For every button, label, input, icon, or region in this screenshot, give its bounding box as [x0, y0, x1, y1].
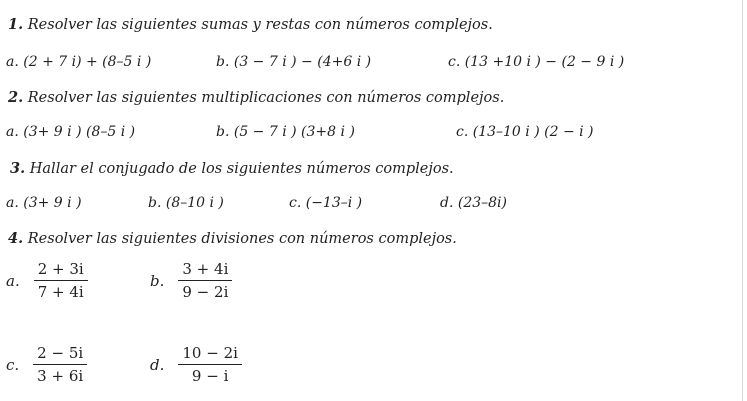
division-b-fraction	[178, 258, 232, 303]
section-2-item-c: c. (13–10 i ) (2 − i )	[456, 124, 594, 140]
section-2-number: 2	[8, 89, 19, 106]
section-3-item-c: c. (−13–i )	[289, 195, 363, 211]
division-c-fraction	[33, 342, 87, 387]
division-b-denominator: 9 − 2i	[182, 283, 229, 301]
section-1-item-a: a. (2 + 7 i) + (8–5 i )	[6, 54, 152, 70]
section-2-item-b: b. (5 − 7 i ) (3+8 i )	[216, 124, 355, 140]
section-3-heading: 3. Hallar el conjugado de los siguientes números complejos.	[10, 160, 454, 177]
section-3-number: 3	[10, 160, 21, 177]
section-4-heading: 4. Resolver las siguientes divisiones con números complejos.	[8, 230, 457, 247]
division-d-fraction	[178, 342, 242, 387]
section-4-number: 4	[8, 230, 19, 247]
division-b-numerator: 3 + 4i	[182, 260, 229, 278]
page-edge	[742, 0, 743, 401]
section-2-heading: 2. Resolver las siguientes multiplicaciones con números complejos.	[8, 89, 505, 106]
section-3-title: Hallar el conjugado de los siguientes números complejos.	[29, 161, 454, 177]
division-a-label: a.	[6, 271, 20, 290]
section-1-item-c: c. (13 +10 i ) − (2 − 9 i )	[448, 54, 625, 70]
section-1-number: 1	[8, 16, 19, 33]
division-a	[6, 258, 88, 303]
section-1-heading: 1. Resolver las siguientes sumas y restas con números complejos.	[8, 16, 493, 33]
division-d-label: d.	[150, 355, 165, 374]
section-4-title: Resolver las siguientes divisiones con números complejos.	[27, 231, 457, 247]
division-c-denominator: 3 + 6i	[37, 367, 84, 385]
division-a-numerator: 2 + 3i	[37, 260, 84, 278]
division-a-denominator: 7 + 4i	[37, 283, 84, 301]
division-b	[150, 258, 232, 303]
section-3-item-b: b. (8–10 i )	[148, 195, 224, 211]
division-c-label: c.	[6, 355, 20, 374]
division-d-denominator: 9 − i	[191, 367, 229, 385]
division-d	[150, 342, 242, 387]
section-1-title: Resolver las siguientes sumas y restas con números complejos.	[27, 17, 493, 33]
division-b-label: b.	[150, 271, 165, 290]
division-a-fraction	[34, 258, 88, 303]
section-3-item-d: d. (23–8i)	[440, 195, 507, 211]
division-c-numerator: 2 − 5i	[37, 344, 84, 362]
section-2-title: Resolver las siguientes multiplicaciones con números complejos.	[27, 90, 505, 106]
section-1-item-b: b. (3 − 7 i ) − (4+6 i )	[216, 54, 372, 70]
section-3-item-a: a. (3+ 9 i )	[6, 195, 82, 211]
division-c	[6, 342, 87, 387]
section-2-item-a: a. (3+ 9 i ) (8–5 i )	[6, 124, 136, 140]
division-d-numerator: 10 − 2i	[182, 344, 238, 362]
